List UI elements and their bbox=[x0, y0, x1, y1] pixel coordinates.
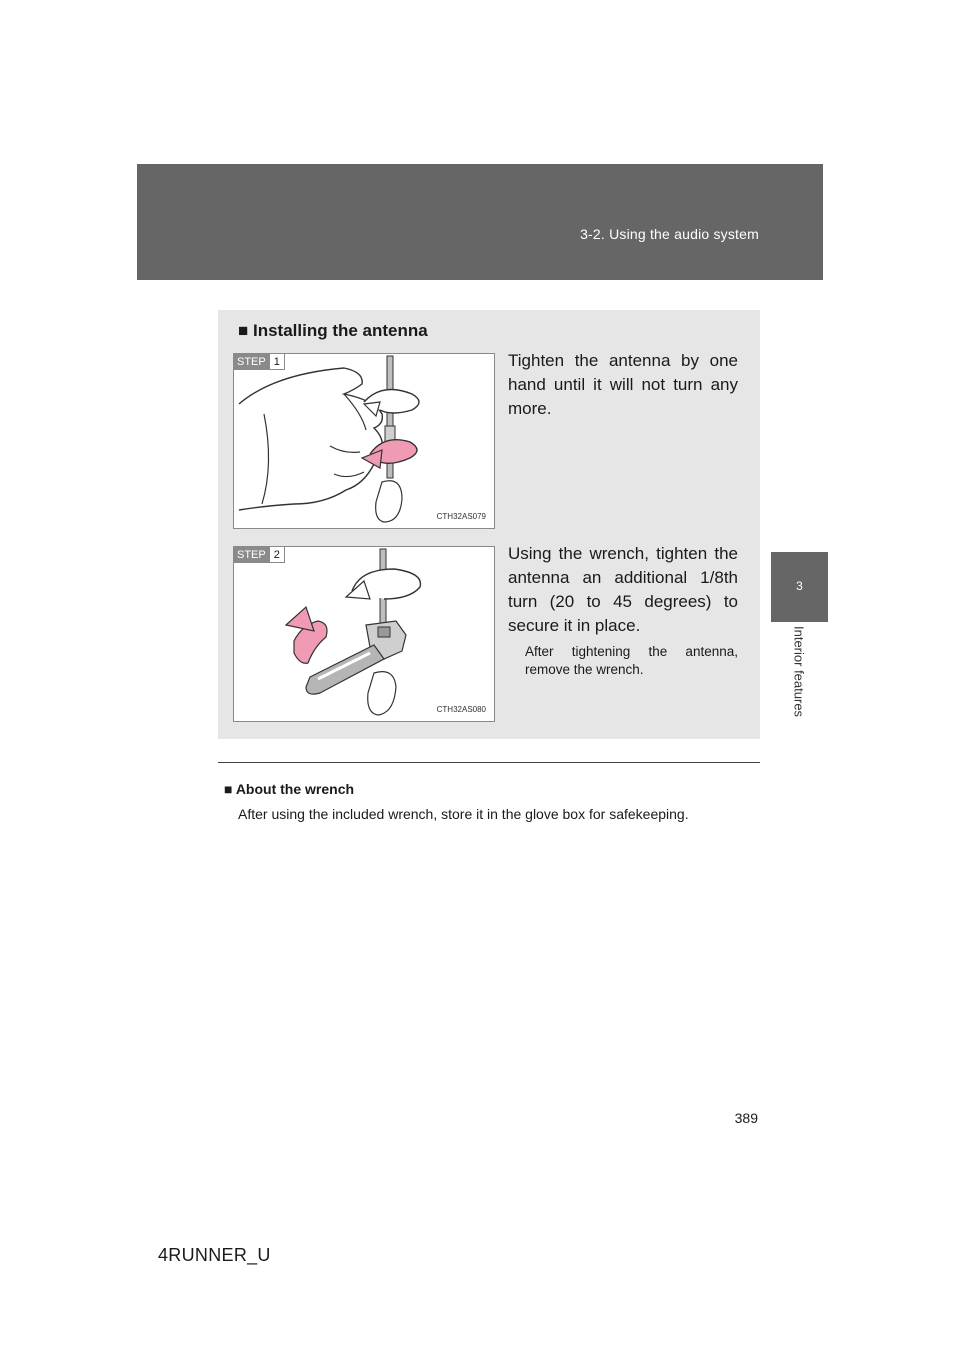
step-1-figure-code: CTH32AS079 bbox=[436, 512, 486, 521]
step-1-text: Tighten the antenna by one hand until it will not turn any more. bbox=[508, 351, 738, 418]
wrench-tightening-illustration bbox=[234, 547, 494, 721]
step-2-figure-code: CTH32AS080 bbox=[436, 705, 486, 714]
section-divider bbox=[218, 762, 760, 763]
hand-tightening-illustration bbox=[234, 354, 494, 528]
chapter-label-text: Interior features bbox=[791, 626, 807, 718]
chapter-tab bbox=[771, 552, 828, 622]
step-1-badge-number: 1 bbox=[269, 354, 285, 370]
step-2-badge-word: STEP bbox=[234, 547, 269, 563]
step-2-note: After tightening the antenna, remove the wrench. bbox=[525, 644, 738, 677]
step-2-figure bbox=[233, 546, 495, 722]
page-number: 389 bbox=[734, 1110, 758, 1126]
chapter-number: 3 bbox=[796, 579, 803, 593]
footer-model: 4RUNNER_U bbox=[158, 1245, 271, 1265]
info-heading: ■ About the wrench bbox=[224, 781, 355, 797]
step-2-text: Using the wrench, tighten the antenna an additional 1/8th turn (20 to 45 degrees) to secure it in place. bbox=[508, 544, 738, 635]
step-1-badge-word: STEP bbox=[234, 354, 269, 370]
chapter-label bbox=[771, 622, 828, 742]
step-2-badge-number: 2 bbox=[269, 547, 285, 563]
step-1-badge bbox=[234, 354, 285, 370]
header-band bbox=[137, 164, 823, 280]
step-1-figure bbox=[233, 353, 495, 529]
installation-panel bbox=[218, 310, 760, 739]
panel-heading: ■ Installing the antenna bbox=[238, 321, 428, 340]
info-body: After using the included wrench, store it in the glove box for safekeeping. bbox=[238, 806, 689, 822]
section-title: 3-2. Using the audio system bbox=[580, 226, 759, 242]
step-2-badge bbox=[234, 547, 285, 563]
